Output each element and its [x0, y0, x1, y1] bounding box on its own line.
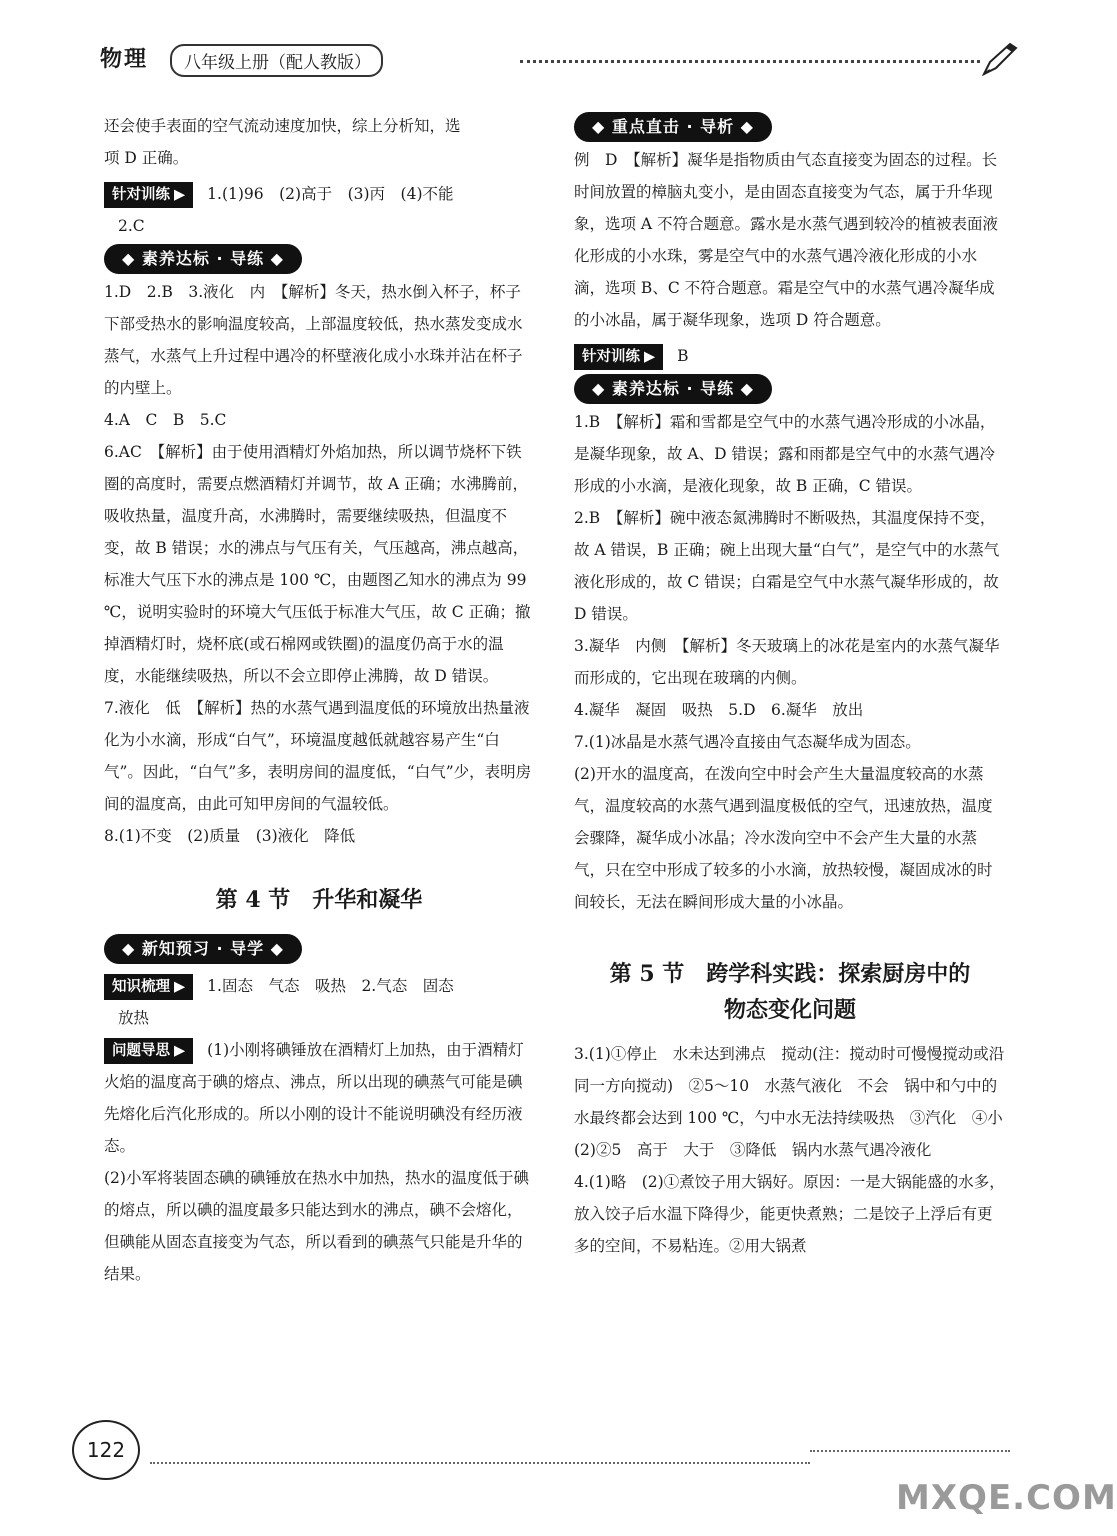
subject-title: 物理 — [100, 47, 149, 72]
answer-line: 4.A C B 5.C — [104, 411, 227, 429]
answer-line: 1.(1)96 (2)高于 (3)丙 (4)不能 — [207, 185, 454, 203]
section-banner: ◆ 新知预习 · 导学 ◆ — [104, 934, 302, 964]
answer-line: 2.C — [118, 217, 145, 235]
footer-divider — [150, 1462, 810, 1464]
answer-line: 1.固态 气态 吸热 2.气态 固态 — [207, 977, 454, 995]
answer-paragraph: 4.(1)略 (2)①煮饺子用大锅好。原因：一是大锅能盛的水多，放入饺子后水温下降得少，能更快煮熟；二是饺子上浮后有更多的空间，不易粘连。②用大锅煮 — [574, 1173, 1005, 1255]
practice-tag: 针对训练 ▶ — [104, 182, 193, 208]
answer-paragraph: 3.凝华 内侧 【解析】冬天玻璃上的冰花是室内的水蒸气凝华而形成的，它出现在玻璃的内侧。 — [574, 637, 1000, 687]
footer-divider — [810, 1450, 1010, 1452]
section-banner: ◆ 重点直击 · 导析 ◆ — [574, 112, 772, 142]
knowledge-tag: 知识梳理 ▶ — [104, 974, 193, 1000]
pen-icon — [980, 40, 1020, 76]
section-banner: ◆ 素养达标 · 导练 ◆ — [104, 244, 302, 274]
answer-line: B — [677, 347, 689, 365]
answer-paragraph: 3.(1)①停止 水未达到沸点 搅动(注：搅动时可慢慢搅动或沿同一方向搅动) ②5～10 水蒸气液化 不会 锅中和勺中的水最终都会达到 100 ℃，勺中水无法持续吸热 ③汽化 ④小 — [574, 1045, 1005, 1127]
right-column — [574, 110, 1006, 1262]
section-heading: 物态变化问题 — [723, 997, 856, 1023]
answer-line: 8.(1)不变 (2)质量 (3)液化 降低 — [104, 827, 356, 845]
page-number: 122 — [72, 1420, 140, 1480]
section-banner: ◆ 素养达标 · 导练 ◆ — [574, 374, 772, 404]
grade-label: 八年级上册（配人教版） — [170, 44, 383, 77]
example-paragraph: 例 D 【解析】凝华是指物质由气态直接变为固态的过程。长时间放置的樟脑丸变小，是由固态直接变为气态，属于升华现象，选项 A 不符合题意。露水是水蒸气遇到较冷的植被表面液化形成的小水珠，雾是空气中的水蒸气遇冷液化形成的小水滴，选项 B、C 不符合题意。霜是空气中的水蒸气遇冷凝华成的小冰晶，属于凝华现象，选项 D 符合题意。 — [574, 151, 999, 329]
answer-paragraph: (2)开水的温度高，在泼向空中时会产生大量温度较高的水蒸气，温度较高的水蒸气遇到温度极低的空气，迅速放热，温度会骤降，凝华成小冰晶；冷水泼向空中不会产生大量的水蒸气，只在空中形成了较多的小水滴，放热较慢，凝固成冰的时间较长，无法在瞬间形成大量的小冰晶。 — [574, 765, 993, 911]
section-heading: 第 4 节 升华和凝华 — [215, 887, 423, 913]
question-tag: 问题导思 ▶ — [104, 1038, 193, 1064]
answer-paragraph: 2.B 【解析】碗中液态氮沸腾时不断吸热，其温度保持不变，故 A 错误，B 正确；碗上出现大量“白气”，是空气中的水蒸气液化形成的，故 C 错误；白霜是空气中水蒸气凝华形成的，故 D 错误。 — [574, 509, 1000, 623]
answer-paragraph: 1.D 2.B 3.液化 内 【解析】冬天，热水倒入杯子，杯子下部受热水的影响温度较高，上部温度较低，热水蒸发变成水蒸气，水蒸气上升过程中遇冷的杯壁液化成小水珠并沾在杯子的内壁上。 — [104, 283, 523, 397]
answer-paragraph: (1)小刚将碘锤放在酒精灯上加热，由于酒精灯火焰的温度高于碘的熔点、沸点，所以出现的碘蒸气可能是碘先熔化后汽化形成的。所以小刚的设计不能说明碘没有经历液态。 — [104, 1041, 524, 1155]
section-heading: 第 5 节 跨学科实践：探索厨房中的 — [609, 961, 971, 987]
paragraph: 项 D 正确。 — [104, 149, 189, 167]
watermark: MXQE.COM — [896, 1478, 1117, 1518]
answer-line: 7.(1)冰晶是水蒸气遇冷直接由气态凝华成为固态。 — [574, 733, 921, 751]
answer-paragraph: 7.液化 低 【解析】热的水蒸气遇到温度低的环境放出热量液化为小水滴，形成“白气”，环境温度越低就越容易产生“白气”。因此，“白气”多，表明房间的温度低，“白气”少，表明房间的温度高，由此可知甲房间的气温较低。 — [104, 699, 532, 813]
answer-paragraph: 6.AC 【解析】由于使用酒精灯外焰加热，所以调节烧杯下铁圈的高度时，需要点燃酒精灯并调节，故 A 正确；水沸腾前，吸收热量，温度升高，水沸腾时，需要继续吸热，但温度不变，故 B 错误；水的沸点与气压有关，气压越高，沸点越高，标准大气压下水的沸点是 100 ℃，由题图乙知水的沸点为 99 ℃，说明实验时的环境大气压低于标准大气压，故 C 正确；撤掉酒精灯时，烧杯底(或石棉网或铁圈)的温度仍高于水的温度，水能继续吸热，所以不会立即停止沸腾，故 D 错误。 — [104, 443, 531, 685]
practice-tag: 针对训练 ▶ — [574, 344, 663, 370]
answer-line: 4.凝华 凝固 吸热 5.D 6.凝华 放出 — [574, 701, 864, 719]
header-divider — [520, 60, 980, 63]
left-column — [104, 110, 534, 1290]
answer-paragraph: (2)小军将装固态碘的碘锤放在热水中加热，热水的温度低于碘的熔点，所以碘的温度最多只能达到水的沸点，碘不会熔化，但碘能从固态直接变为气态，所以看到的碘蒸气只能是升华的结果。 — [104, 1169, 529, 1283]
page-header — [100, 40, 1040, 76]
answer-line: (2)②5 高于 大于 ③降低 锅内水蒸气遇冷液化 — [574, 1141, 932, 1159]
paragraph: 还会使手表面的空气流动速度加快，综上分析知，选 — [104, 117, 461, 135]
answer-line: 放热 — [118, 1009, 150, 1027]
answer-paragraph: 1.B 【解析】霜和雪都是空气中的水蒸气遇冷形成的小冰晶，是凝华现象，故 A、D 错误；露和雨都是空气中的水蒸气遇冷形成的小水滴，是液化现象，故 B 正确，C 错误。 — [574, 413, 996, 495]
